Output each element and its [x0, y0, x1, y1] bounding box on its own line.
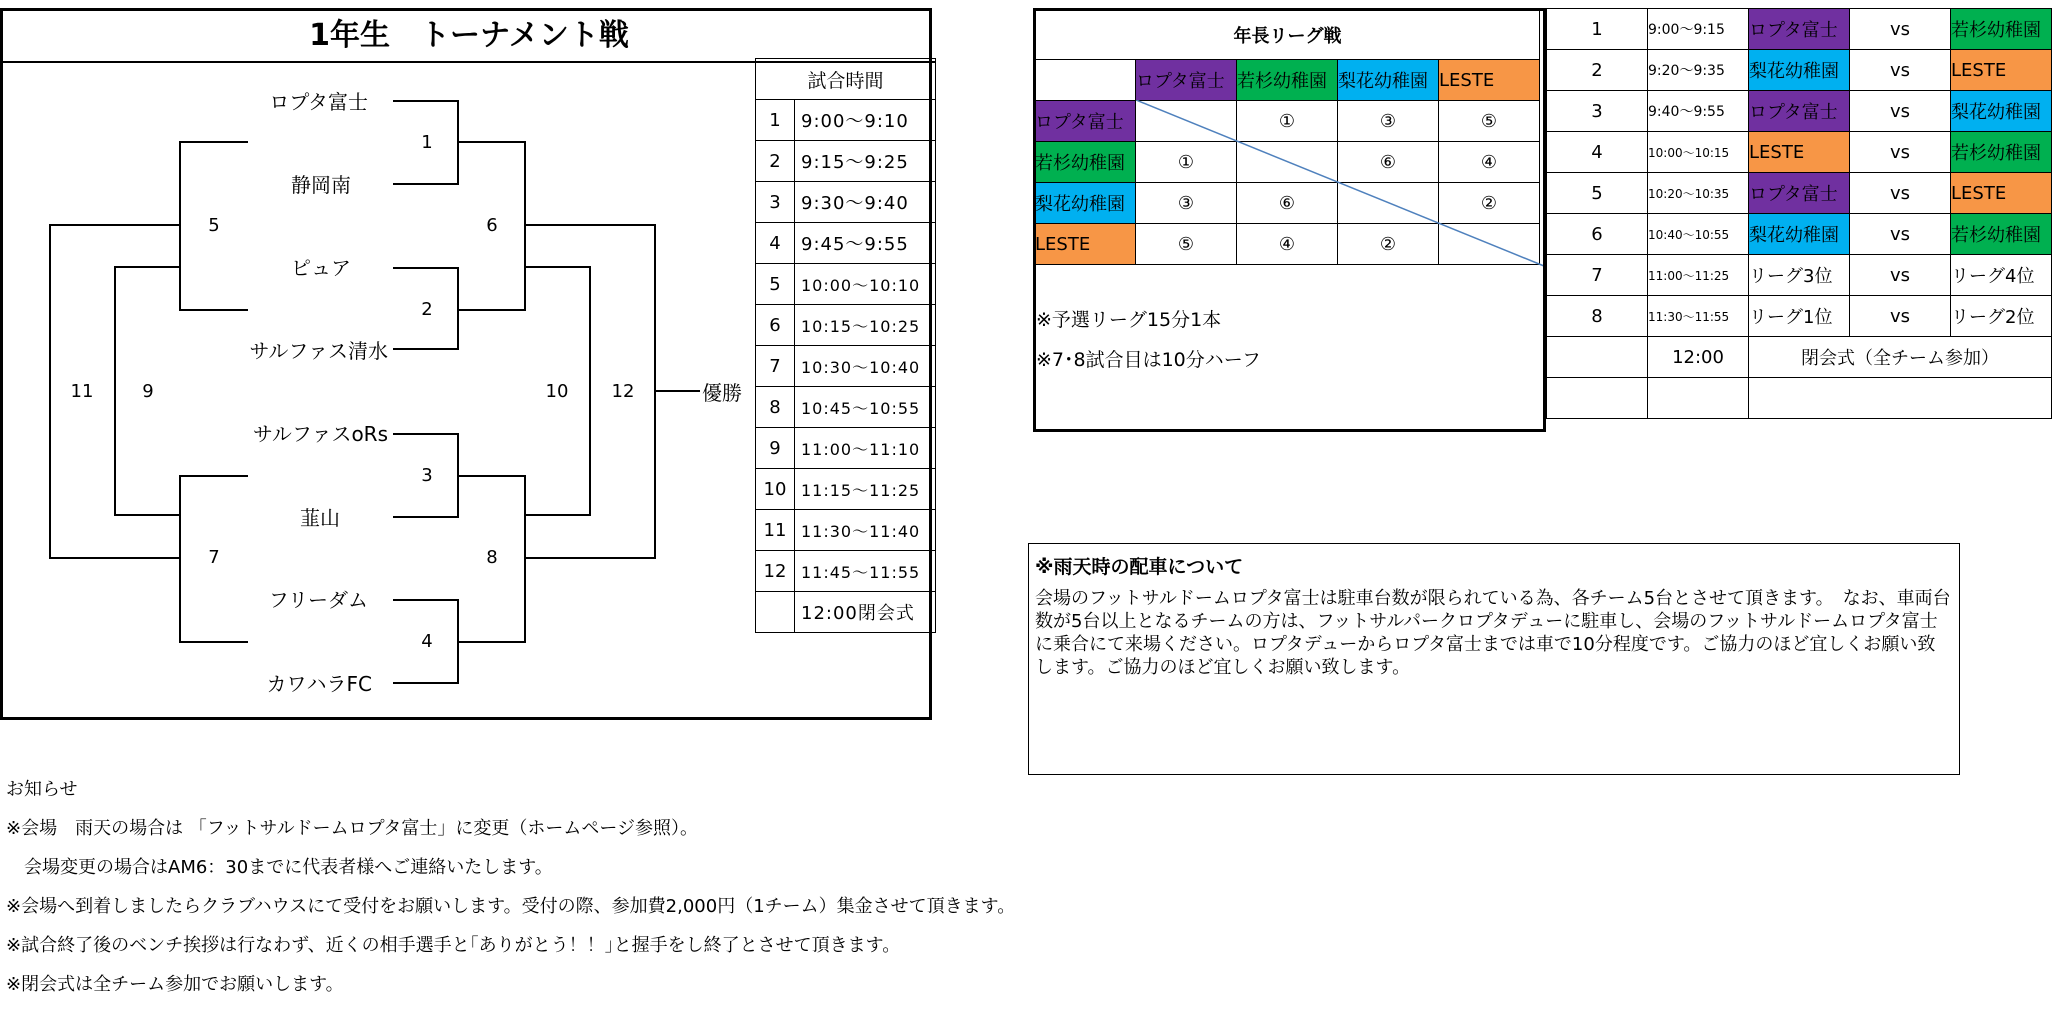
tournament-title: 1年生 トーナメント戦: [3, 11, 935, 63]
league-schedule-table: [1546, 8, 2052, 419]
team-label: フリーダム: [268, 588, 368, 612]
team-label: サルファス清水: [249, 339, 388, 363]
notice-line: ※会場 雨天の場合は 「フットサルドームロプタ富士」に変更（ホームページ参照）。: [6, 818, 699, 839]
table-row: [1547, 91, 2052, 132]
away-team: 梨花幼稚園: [1951, 91, 2052, 132]
table-row: [1035, 60, 1540, 101]
league-notes: [1036, 300, 1541, 380]
match-time: 10:45〜10:55: [795, 387, 936, 428]
match-number: 5: [208, 215, 220, 236]
league-note: ※予選リーグ15分1本: [1036, 309, 1222, 331]
vs-label: vs: [1850, 173, 1951, 214]
home-team: リーグ3位: [1749, 255, 1850, 296]
table-row: [1547, 378, 2052, 419]
league-cell: ⑤: [1136, 224, 1237, 265]
match-no: 4: [756, 223, 795, 264]
league-cell: ①: [1237, 101, 1338, 142]
table-row: [756, 182, 936, 223]
match-time: 9:15〜9:25: [795, 141, 936, 182]
match-no: 6: [1547, 214, 1648, 255]
match-number: 4: [421, 631, 433, 652]
table-row: [1547, 255, 2052, 296]
table-row: [1547, 173, 2052, 214]
match-time: 10:00〜10:15: [1648, 132, 1749, 173]
league-cell: ③: [1338, 101, 1439, 142]
match-time: 9:00〜9:10: [795, 100, 936, 141]
table-row: [756, 100, 936, 141]
match-time: 11:00〜11:10: [795, 428, 936, 469]
match-no: 7: [756, 346, 795, 387]
match-number: 8: [486, 547, 498, 568]
league-row-team: LESTE: [1035, 224, 1136, 265]
match-number: 2: [421, 299, 433, 320]
match-number: 6: [486, 215, 498, 236]
team-label: 韮山: [300, 506, 340, 530]
league-cell: ⑤: [1439, 101, 1540, 142]
vs-label: vs: [1850, 214, 1951, 255]
table-row: [1547, 296, 2052, 337]
match-no: 4: [1547, 132, 1648, 173]
match-number: 9: [142, 381, 154, 402]
match-time: 9:45〜9:55: [795, 223, 936, 264]
match-no: 5: [1547, 173, 1648, 214]
match-no: 12: [756, 551, 795, 592]
closing-time: 12:00閉会式: [795, 592, 936, 633]
schedule-header: 試合時間: [756, 59, 936, 100]
away-team: 若杉幼稚園: [1951, 9, 2052, 50]
home-team: ロプタ富士: [1749, 9, 1850, 50]
tournament-schedule-table: [755, 58, 936, 633]
away-team: 若杉幼稚園: [1951, 214, 2052, 255]
team-label: サルファスoRs: [252, 422, 388, 446]
away-team: LESTE: [1951, 50, 2052, 91]
away-team: 若杉幼稚園: [1951, 132, 2052, 173]
home-team: 梨花幼稚園: [1749, 50, 1850, 91]
notice-line: ※会場へ到着しましたらクラブハウスにて受付をお願いします。受付の際、参加費2,000円（1チーム）集金させて頂きます。: [6, 896, 1016, 917]
vs-label: vs: [1850, 296, 1951, 337]
vs-label: vs: [1850, 132, 1951, 173]
table-row: [756, 510, 936, 551]
league-header-team: 若杉幼稚園: [1237, 60, 1338, 101]
league-cell: ②: [1439, 183, 1540, 224]
league-header-team: LESTE: [1439, 60, 1540, 101]
match-time: 11:45〜11:55: [795, 551, 936, 592]
match-no: 1: [756, 100, 795, 141]
table-row: [1547, 132, 2052, 173]
league-title: 年長リーグ戦: [1035, 10, 1540, 60]
team-label: カワハラFC: [266, 672, 372, 696]
league-cell: ①: [1136, 142, 1237, 183]
match-no: 7: [1547, 255, 1648, 296]
match-time: 9:00〜9:15: [1648, 9, 1749, 50]
table-row: [756, 141, 936, 182]
match-no: 1: [1547, 9, 1648, 50]
match-number: 1: [421, 132, 433, 153]
table-row: [756, 264, 936, 305]
vs-label: vs: [1850, 50, 1951, 91]
match-time: 10:00〜10:10: [795, 264, 936, 305]
match-time: 10:20〜10:35: [1648, 173, 1749, 214]
table-row: [1547, 337, 2052, 378]
league-cell: ⑥: [1237, 183, 1338, 224]
match-number: 12: [611, 381, 635, 402]
league-cell: ③: [1136, 183, 1237, 224]
match-time: 11:30〜11:40: [795, 510, 936, 551]
table-row: [1035, 10, 1540, 60]
table-row: [1547, 9, 2052, 50]
table-row: [756, 59, 936, 100]
team-label: 静岡南: [291, 173, 351, 197]
notice-section: [6, 770, 1015, 1004]
team-label: ロプタ富士: [269, 90, 368, 114]
match-time: 9:40〜9:55: [1648, 91, 1749, 132]
home-team: 梨花幼稚園: [1749, 214, 1850, 255]
table-row: [756, 305, 936, 346]
notice-line: ※閉会式は全チーム参加でお願いします。: [6, 974, 344, 995]
match-no: 3: [756, 182, 795, 223]
match-no: 8: [1547, 296, 1648, 337]
table-row: [756, 346, 936, 387]
league-row-team: 梨花幼稚園: [1035, 183, 1136, 224]
match-time: 10:30〜10:40: [795, 346, 936, 387]
rain-title: ※雨天時の配車について: [1035, 556, 1244, 578]
home-team: ロプタ富士: [1749, 91, 1850, 132]
match-no: 3: [1547, 91, 1648, 132]
league-header-team: ロプタ富士: [1136, 60, 1237, 101]
match-no: 9: [756, 428, 795, 469]
match-time: 10:15〜10:25: [795, 305, 936, 346]
match-no: 2: [756, 141, 795, 182]
match-number: 7: [208, 547, 220, 568]
league-row-team: 若杉幼稚園: [1035, 142, 1136, 183]
match-time: 11:00〜11:25: [1648, 255, 1749, 296]
league-diagonal: [1136, 100, 1546, 268]
match-no: 6: [756, 305, 795, 346]
match-no: 8: [756, 387, 795, 428]
match-no: 11: [756, 510, 795, 551]
league-row-team: ロプタ富士: [1035, 101, 1136, 142]
home-team: リーグ1位: [1749, 296, 1850, 337]
match-time: 10:40〜10:55: [1648, 214, 1749, 255]
vs-label: vs: [1850, 9, 1951, 50]
match-time: 11:30〜11:55: [1648, 296, 1749, 337]
table-row: [756, 551, 936, 592]
team-label: ピュア: [291, 256, 351, 280]
table-row: [756, 428, 936, 469]
table-row: [1547, 214, 2052, 255]
notice-line: 会場変更の場合はAM6：30までに代表者様へご連絡いたします。: [6, 857, 553, 878]
rain-notice-box: [1028, 543, 1960, 775]
match-no: 10: [756, 469, 795, 510]
league-cell: ④: [1439, 142, 1540, 183]
league-cell: ⑥: [1338, 142, 1439, 183]
table-row: [756, 592, 936, 633]
notice-line: ※試合終了後のベンチ挨拶は行なわず、近くの相手選手と｢ありがとう！！｣と握手をし終了とさせて頂きます。: [6, 935, 901, 956]
rain-body: 会場のフットサルドームロプタ富士は駐車台数が限られている為、各チーム5台とさせて頂きます。 なお、車両台数が5台以上となるチームの方は、フットサルパークロプタデューに駐車し、会場のフットサルドームロプタ富士に乗合にて来場ください。ロプタデューからロプタ富士までは車で10分程度です。ご協力のほど宜しくお願い致します。ご協力のほど宜しくお願い致します。: [1035, 588, 1951, 678]
away-team: リーグ4位: [1951, 255, 2052, 296]
match-time: 9:30〜9:40: [795, 182, 936, 223]
league-header-team: 梨花幼稚園: [1338, 60, 1439, 101]
match-no: 2: [1547, 50, 1648, 91]
table-row: [756, 223, 936, 264]
notice-heading: お知らせ: [6, 779, 78, 800]
league-cell: ④: [1237, 224, 1338, 265]
closing-time: 12:00: [1648, 337, 1749, 378]
closing-label: 閉会式（全チーム参加）: [1749, 337, 2052, 378]
vs-label: vs: [1850, 255, 1951, 296]
match-number: 10: [545, 381, 569, 402]
vs-label: vs: [1850, 91, 1951, 132]
league-note: ※7･8試合目は10分ハーフ: [1036, 349, 1261, 371]
home-team: LESTE: [1749, 132, 1850, 173]
home-team: ロプタ富士: [1749, 173, 1850, 214]
table-row: [1547, 50, 2052, 91]
winner-label: 優勝: [702, 381, 742, 405]
match-time: 11:15〜11:25: [795, 469, 936, 510]
match-number: 11: [70, 381, 94, 402]
away-team: リーグ2位: [1951, 296, 2052, 337]
match-time: 9:20〜9:35: [1648, 50, 1749, 91]
match-no: 5: [756, 264, 795, 305]
table-row: [756, 469, 936, 510]
league-cell: ②: [1338, 224, 1439, 265]
table-row: [756, 387, 936, 428]
away-team: LESTE: [1951, 173, 2052, 214]
match-number: 3: [421, 465, 433, 486]
